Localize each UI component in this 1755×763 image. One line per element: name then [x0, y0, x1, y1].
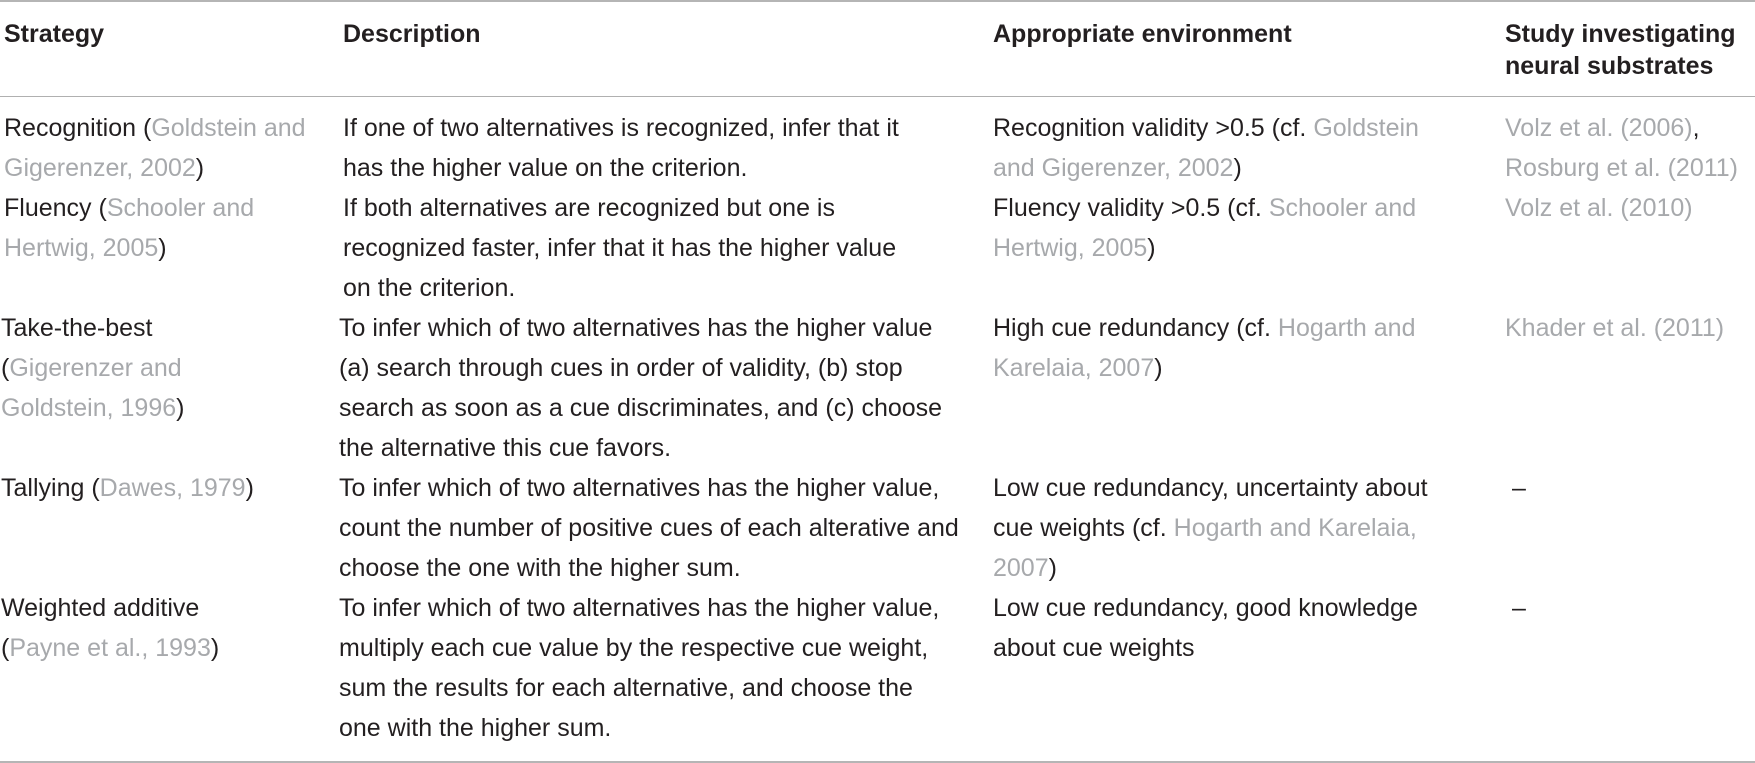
table-row-tallying-strategy — [1, 468, 331, 508]
citation-link[interactable]: Khader et al. (2011) — [1505, 314, 1725, 342]
citation-link[interactable]: Dawes, 1979 — [99, 474, 246, 502]
header-description: Description — [343, 20, 481, 48]
table-row-fluency-environment — [993, 188, 1453, 268]
environment-text: Low cue redundancy, uncertainty about cue weights (cf. — [993, 474, 1428, 542]
citation-link[interactable]: Volz et al. (2006) — [1505, 114, 1693, 142]
table-row-take-the-best-environment — [993, 308, 1453, 388]
table-row-weighted-additive-description: To infer which of two alternatives has the higher value, multiply each cue value by the respective cue weight, sum the results for each alternative, and choose the one with the higher sum. — [339, 594, 940, 742]
table-top-rule — [0, 0, 1755, 2]
table-row-recognition-strategy — [4, 108, 334, 188]
citation-link[interactable]: Payne et al., 1993 — [9, 634, 211, 662]
environment-text: Fluency validity >0.5 (cf. — [993, 194, 1269, 222]
citation-link[interactable]: Schooler and Hertwig, 2005 — [4, 194, 255, 262]
header-environment: Appropriate environment — [993, 20, 1292, 48]
citation-link[interactable]: Rosburg et al. (2011) — [1505, 154, 1738, 182]
strategy-name: Take-the-best ( — [1, 314, 153, 382]
table-row-recognition-study — [1505, 108, 1755, 188]
citation-link[interactable]: Hogarth and Karelaia, 2007 — [993, 314, 1416, 382]
citation-link[interactable]: Goldstein and Gigerenzer, 2002 — [4, 114, 306, 182]
table-row-fluency-description: If both alternatives are recognized but one is recognized faster, infer that it has the higher value on the criterion. — [343, 194, 897, 302]
environment-close: ) — [1048, 554, 1057, 582]
environment-close: ) — [1233, 154, 1242, 182]
strategy-close: ) — [245, 474, 254, 502]
header-strategy: Strategy — [4, 20, 105, 48]
citation-separator: , — [1692, 114, 1700, 142]
citation-link[interactable]: Volz et al. (2010) — [1505, 194, 1693, 222]
table-row-tallying-study: – — [1512, 474, 1526, 502]
environment-text: Low cue redundancy, good knowledge about cue weights — [993, 594, 1418, 662]
environment-text: High cue redundancy (cf. — [993, 314, 1278, 342]
citation-link[interactable]: Schooler and Hertwig, 2005 — [993, 194, 1417, 262]
environment-close: ) — [1154, 354, 1163, 382]
header-rule — [0, 96, 1755, 97]
strategy-name: Recognition ( — [4, 114, 152, 142]
table-row-recognition-environment — [993, 108, 1453, 188]
table-row-tallying-environment — [993, 468, 1453, 588]
table-row-weighted-additive-study: – — [1512, 594, 1526, 622]
strategy-name: Tallying ( — [1, 474, 100, 502]
table-row-recognition-description: If one of two alternatives is recognized, infer that it has the higher value on the criterion. — [343, 114, 899, 182]
strategy-name: Fluency ( — [4, 194, 107, 222]
table-row-fluency-strategy — [4, 188, 284, 268]
strategy-name: Weighted additive ( — [1, 594, 200, 662]
table-row-take-the-best-strategy — [1, 308, 251, 428]
table-row-tallying-description: To infer which of two alternatives has the higher value, count the number of positive cues of each alterative and choose the one with the higher sum. — [339, 474, 959, 582]
strategy-close: ) — [210, 634, 220, 662]
table-row-take-the-best-study — [1505, 308, 1755, 348]
citation-link[interactable]: Goldstein and Gigerenzer, 2002 — [993, 114, 1419, 182]
table-row-weighted-additive-strategy — [1, 588, 261, 668]
environment-text: Recognition validity >0.5 (cf. — [993, 114, 1314, 142]
strategy-close: ) — [176, 394, 185, 422]
citation-link[interactable]: Gigerenzer and Goldstein, 1996 — [1, 354, 182, 422]
table-row-fluency-study — [1505, 188, 1755, 228]
strategy-close: ) — [158, 234, 167, 262]
strategy-close: ) — [195, 154, 205, 182]
header-study — [1505, 18, 1755, 82]
table-row-take-the-best-description: To infer which of two alternatives has the higher value (a) search through cues in order of validity, (b) stop search as soon as a cue discriminates, and (c) choose the alternative this cue favors. — [339, 314, 943, 462]
header-study-line1: Study investigating — [1505, 20, 1736, 48]
citation-link[interactable]: Hogarth and Karelaia, 2007 — [993, 514, 1417, 582]
environment-close: ) — [1147, 234, 1156, 262]
header-study-line2: neural substrates — [1505, 52, 1714, 80]
table-row-weighted-additive-environment — [993, 588, 1453, 668]
